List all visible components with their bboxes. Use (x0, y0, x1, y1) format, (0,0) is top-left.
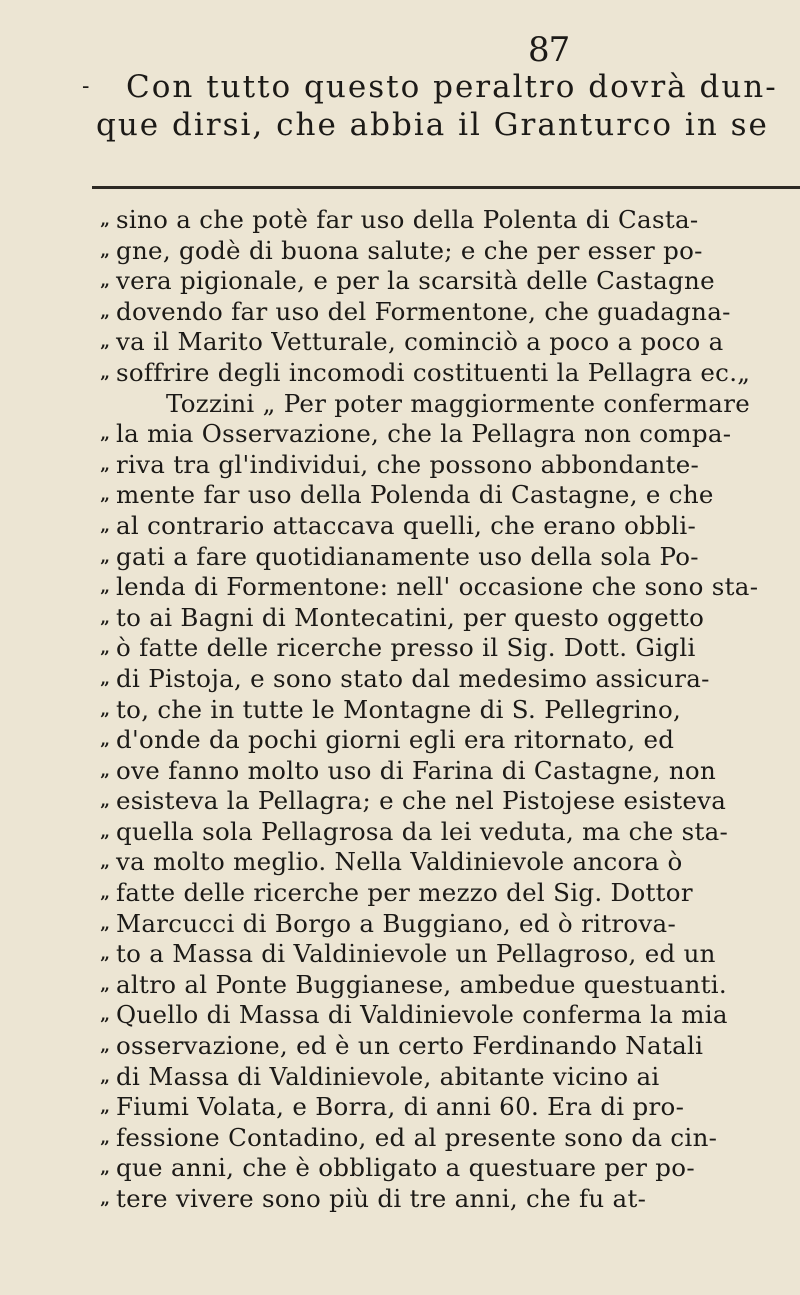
text-line: soffrire degli incomodi costituenti la Pellagra ec.„ (116, 357, 751, 387)
text-line: ove fanno molto uso di Farina di Castagne, non (116, 755, 717, 785)
text-line: fatte delle ricerche per mezzo del Sig. Dottor (116, 878, 693, 908)
text-line: altro al Ponte Buggianese, ambedue questuanti. (116, 969, 728, 999)
text-line: va molto meglio. Nella Valdinievole ancora ò (116, 847, 683, 877)
pasted-notice (82, 68, 778, 144)
text-line: sino a che potè far uso della Polenta di Casta- (116, 205, 699, 234)
text-line: Fiumi Volata, e Borra, di anni 60. Era di pro- (116, 1092, 685, 1122)
quote-mark: „ (100, 730, 110, 751)
quote-mark: „ (100, 1097, 110, 1118)
notice-line-2: que dirsi, che abbia il Granturco in se (96, 107, 769, 143)
notice-line-1: Con tutto questo peraltro dovrà dun- (126, 69, 778, 105)
quote-mark: „ (100, 760, 110, 781)
quote-mark: „ (100, 1158, 110, 1179)
text-line: Marcucci di Borgo a Buggiano, ed ò ritrova- (116, 908, 677, 938)
notice-dash: - (82, 74, 92, 99)
text-line: to a Massa di Valdinievole un Pellagroso, ed un (116, 939, 716, 969)
quote-mark: „ (100, 577, 110, 598)
quote-mark: „ (100, 852, 110, 873)
notice-divider (92, 186, 800, 189)
text-line: dovendo far uso del Formentone, che guadagna- (116, 296, 731, 326)
quote-mark: „ (100, 210, 110, 230)
quote-mark: „ (100, 791, 110, 812)
text-line: esisteva la Pellagra; e che nel Pistojese esisteva (116, 786, 727, 816)
quote-mark: „ (100, 1066, 110, 1087)
quote-mark: „ (100, 1189, 110, 1209)
text-line: vera pigionale, e per la scarsità delle Castagne (116, 266, 715, 296)
quote-mark: „ (100, 607, 110, 628)
text-line: d'onde da pochi giorni egli era ritornato, ed (116, 725, 675, 755)
text-line: ò fatte delle ricerche presso il Sig. Dott. Gigli (116, 633, 696, 663)
text-line: to, che in tutte le Montagne di S. Pellegrino, (116, 694, 682, 724)
quote-mark: „ (100, 546, 110, 567)
text-line: gati a fare quotidianamente uso della sola Po- (116, 541, 699, 571)
quote-mark: „ (100, 1127, 110, 1148)
text-line: riva tra gl'individui, che possono abbondante- (116, 449, 700, 479)
quote-mark: „ (100, 485, 110, 506)
text-line: gne, godè di buona salute; e che per esser po- (116, 235, 703, 265)
quote-mark: „ (100, 913, 110, 934)
quote-mark: „ (100, 974, 110, 995)
quote-mark: „ (100, 638, 110, 659)
text-line: di Massa di Valdinievole, abitante vicino ai (116, 1061, 660, 1091)
quote-mark: „ (100, 1005, 110, 1026)
text-line: al contrario attaccava quelli, che erano obbli- (116, 510, 697, 540)
text-line: to ai Bagni di Montecatini, per questo oggetto (116, 602, 705, 632)
quote-mark: „ (100, 332, 110, 353)
quote-mark: „ (100, 668, 110, 689)
quote-mark: „ (100, 240, 110, 261)
text-line: osservazione, ed è un certo Ferdinando Natali (116, 1031, 704, 1061)
quote-mark: „ (100, 454, 110, 475)
text-line: tere vivere sono più di tre anni, che fu at- (116, 1184, 647, 1213)
quote-mark: „ (100, 515, 110, 536)
quote-mark: „ (100, 424, 110, 445)
quote-mark: „ (100, 362, 110, 383)
text-line: quella sola Pellagrosa da lei veduta, ma che sta- (116, 816, 729, 846)
quote-mark: „ (100, 883, 110, 904)
page-number: 87 (528, 30, 570, 70)
quote-mark: „ (100, 271, 110, 292)
text-line: lenda di Formentone: nell' occasione che sono sta- (116, 572, 759, 602)
text-line: fessione Contadino, ed al presente sono da cin- (116, 1122, 718, 1152)
quote-mark: „ (100, 699, 110, 720)
quote-mark: „ (100, 1036, 110, 1057)
body-text (96, 205, 786, 1215)
text-line: Tozzini „ Per poter maggiormente confermare (166, 388, 751, 418)
text-line: di Pistoja, e sono stato dal medesimo assicura- (116, 663, 710, 693)
text-line: Quello di Massa di Valdinievole conferma la mia (116, 1000, 728, 1030)
quote-mark: „ (100, 944, 110, 965)
text-line: la mia Osservazione, che la Pellagra non compa- (116, 419, 732, 449)
text-line: va il Marito Vetturale, cominciò a poco a poco a (116, 327, 724, 357)
text-line: que anni, che è obbligato a questuare per po- (116, 1153, 695, 1183)
text-line: mente far uso della Polenda di Castagne, e che (116, 480, 714, 510)
quote-mark: „ (100, 821, 110, 842)
quote-mark: „ (100, 301, 110, 322)
